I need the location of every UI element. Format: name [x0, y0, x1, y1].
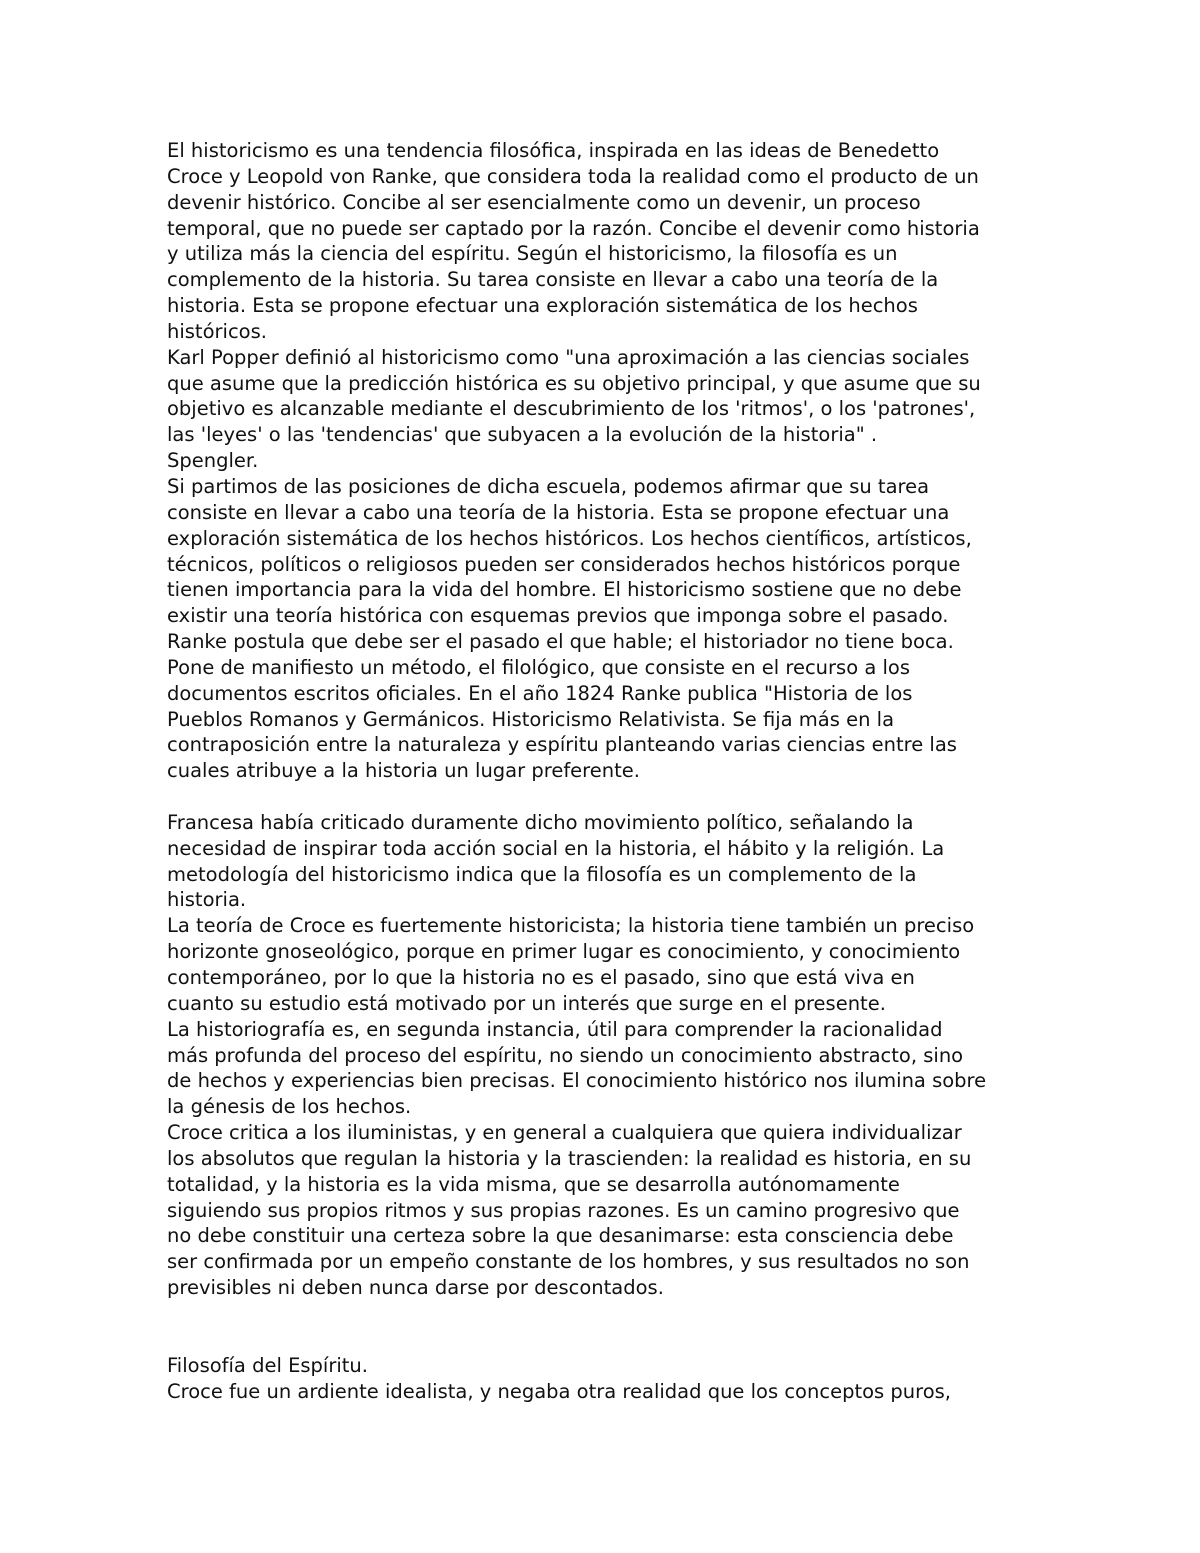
text-line: consiste en llevar a cabo una teoría de la historia. Esta se propone efectuar una [167, 500, 950, 524]
text-line: Si partimos de las posiciones de dicha escuela, podemos afirmar que su tarea [167, 474, 930, 498]
text-line: tienen importancia para la vida del hombre. El historicismo sostiene que no debe [167, 578, 962, 602]
paragraph-croce [167, 810, 1047, 1301]
text-line: existir una teoría histórica con esquemas previos que imponga sobre el pasado. [167, 604, 949, 628]
text-line: La historiografía es, en segunda instancia, útil para comprender la racionalidad [167, 1017, 943, 1041]
text-line: historia. [167, 888, 247, 912]
paragraph-spacer [167, 1301, 1047, 1327]
text-line: contraposición entre la naturaleza y espíritu planteando varias ciencias entre las [167, 733, 957, 757]
text-line: de hechos y experiencias bien precisas. El conocimiento histórico nos ilumina sobre [167, 1069, 987, 1093]
text-line: El historicismo es una tendencia filosófica, inspirada en las ideas de Benedetto [167, 139, 940, 162]
text-line: Pone de manifiesto un método, el filológico, que consiste en el recurso a los [167, 655, 910, 679]
text-line: no debe constituir una certeza sobre la que desanimarse: esta consciencia debe [167, 1224, 954, 1248]
text-line: La teoría de Croce es fuertemente historicista; la historia tiene también un preciso [167, 914, 975, 938]
text-line: históricos. [167, 319, 267, 343]
paragraph-spacer [167, 1327, 1047, 1353]
text-line: metodología del historicismo indica que la filosofía es un complemento de la [167, 862, 917, 886]
text-line: objetivo es alcanzable mediante el descubrimiento de los 'ritmos', o los 'patrones', [167, 397, 976, 421]
document-body [167, 138, 1047, 1404]
text-line: ser confirmada por un empeño constante de los hombres, y sus resultados no son [167, 1250, 970, 1274]
text-line: cuanto su estudio está motivado por un interés que surge en el presente. [167, 991, 886, 1015]
text-line: contemporáneo, por lo que la historia no es el pasado, sino que está viva en [167, 966, 915, 989]
text-line: la génesis de los hechos. [167, 1095, 412, 1119]
text-line: las 'leyes' o las 'tendencias' que subyacen a la evolución de la historia" . [167, 423, 878, 447]
paragraph-spacer [167, 784, 1047, 810]
text-line: Ranke postula que debe ser el pasado el que hable; el historiador no tiene boca. [167, 630, 954, 654]
text-line: previsibles ni deben nunca darse por descontados. [167, 1276, 664, 1300]
text-line: documentos escritos oficiales. En el año 1824 Ranke publica "Historia de los [167, 681, 913, 705]
text-line: y utiliza más la ciencia del espíritu. Según el historicismo, la filosofía es un [167, 242, 898, 266]
text-line: más profunda del proceso del espíritu, no siendo un conocimiento abstracto, sino [167, 1043, 964, 1067]
text-line: historia. Esta se propone efectuar una exploración sistemática de los hechos [167, 294, 918, 318]
text-line: Croce critica a los iluministas, y en general a cualquiera que quiera individualizar [167, 1121, 962, 1145]
paragraph-filosofia-espiritu [167, 1353, 1047, 1405]
text-line: totalidad, y la historia es la vida misma, que se desarrolla autónomamente [167, 1172, 900, 1196]
text-line: Croce y Leopold von Ranke, que considera toda la realidad como el producto de un [167, 164, 979, 188]
text-line: cuales atribuye a la historia un lugar preferente. [167, 759, 640, 783]
text-line: que asume que la predicción histórica es su objetivo principal, y que asume que su [167, 371, 981, 395]
text-line: Francesa había criticado duramente dicho movimiento político, señalando la [167, 810, 914, 834]
text-line: temporal, que no puede ser captado por la razón. Concibe el devenir como historia [167, 216, 980, 240]
text-line: Pueblos Romanos y Germánicos. Historicismo Relativista. Se fija más en la [167, 707, 895, 731]
text-line: Spengler. [167, 449, 259, 473]
text-line: complemento de la historia. Su tarea consiste en llevar a cabo una teoría de la [167, 268, 939, 292]
text-line: técnicos, políticos o religiosos pueden ser considerados hechos históricos porque [167, 552, 961, 576]
text-line: exploración sistemática de los hechos históricos. Los hechos científicos, artísticos, [167, 526, 972, 550]
paragraph-historicismo [167, 138, 1047, 784]
text-line: devenir histórico. Concibe al ser esencialmente como un devenir, un proceso [167, 190, 921, 214]
text-line: Croce fue un ardiente idealista, y negaba otra realidad que los conceptos puros, [167, 1379, 951, 1403]
text-line: siguiendo sus propios ritmos y sus propias razones. Es un camino progresivo que [167, 1198, 960, 1222]
section-heading: Filosofía del Espíritu. [167, 1353, 368, 1377]
text-line: necesidad de inspirar toda acción social en la historia, el hábito y la religión. La [167, 836, 945, 860]
text-line: los absolutos que regulan la historia y la trascienden: la realidad es historia, en su [167, 1146, 972, 1170]
text-line: Karl Popper definió al historicismo como "una aproximación a las ciencias sociales [167, 345, 970, 369]
text-line: horizonte gnoseológico, porque en primer lugar es conocimiento, y conocimiento [167, 940, 961, 964]
